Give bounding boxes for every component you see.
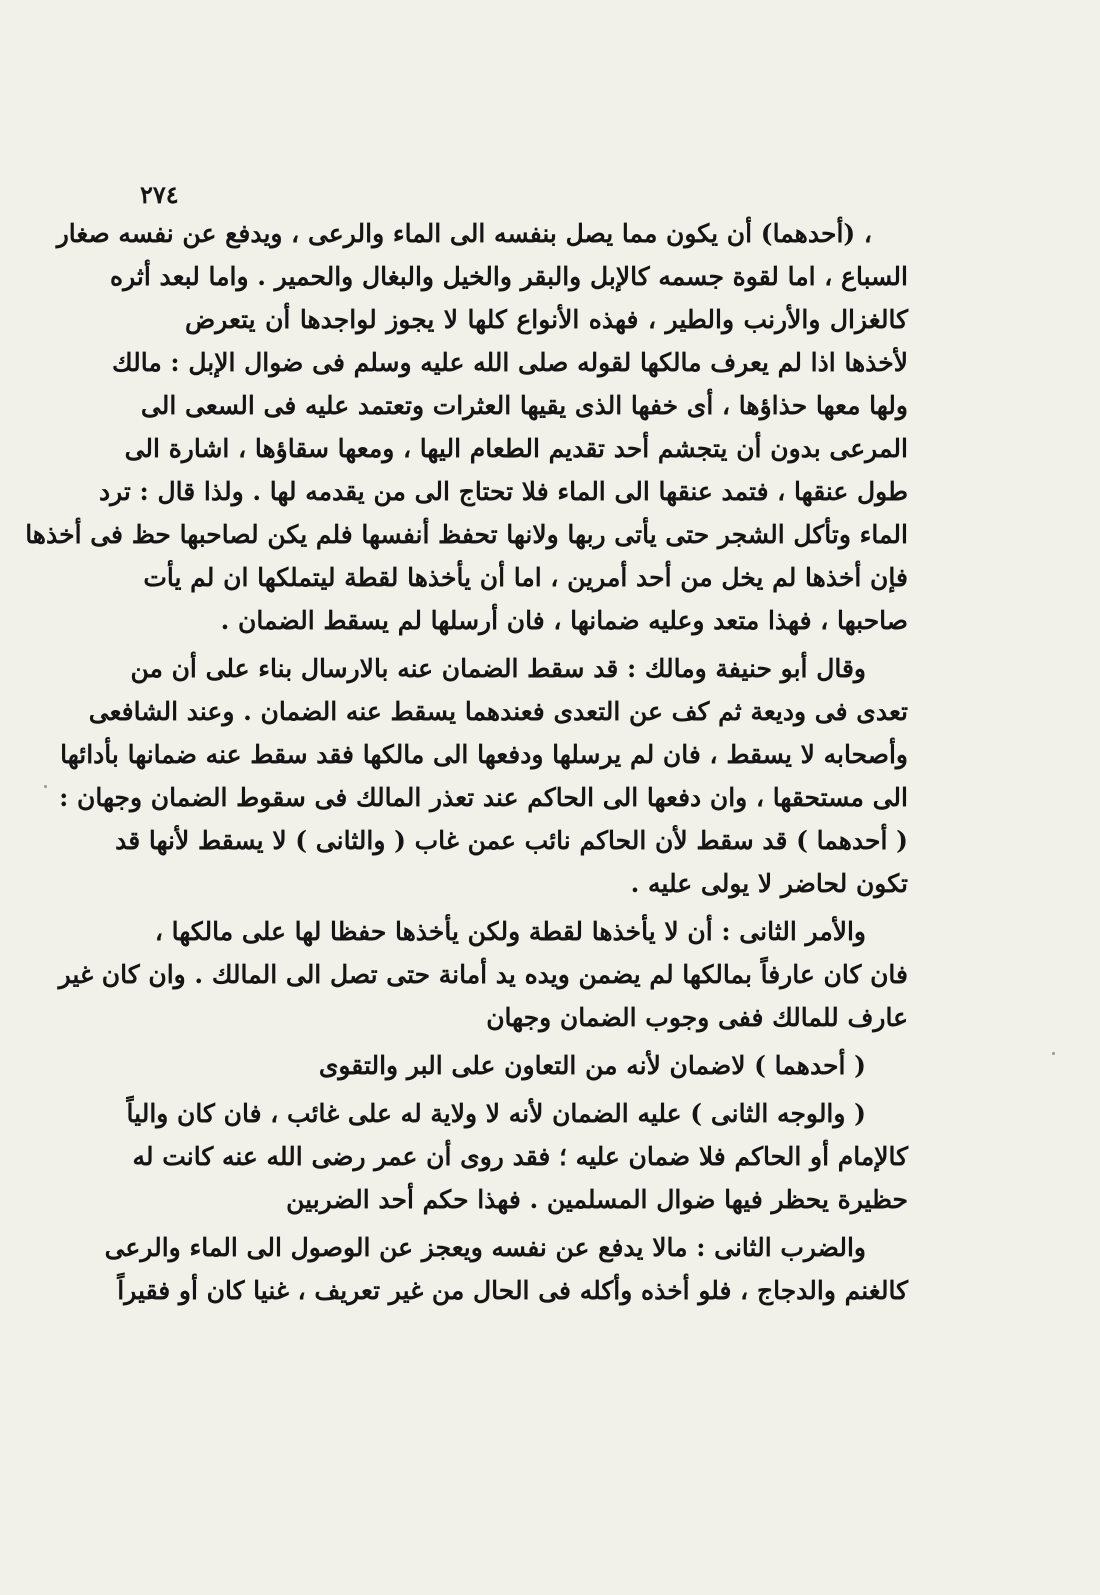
text-line: كالغنم والدجاج ، فلو أخذه وأكله فى الحال من غير تعريف ، غنيا كان أو فقيراً	[117, 1276, 908, 1305]
text-line: عارف للمالك ففى وجوب الضمان وجهان	[486, 1003, 908, 1032]
paper-speck	[44, 785, 47, 788]
text-line: لأخذها اذا لم يعرف مالكها لقوله صلى الله عليه وسلم فى ضوال الإبل : مالك	[112, 348, 908, 377]
text-line: كالإمام أو الحاكم فلا ضمان عليه ؛ فقد روى أن عمر رضى الله عنه كانت له	[132, 1142, 908, 1171]
text-line: ولها معها حذاؤها ، أى خفها الذى يقيها العثرات وتعتمد عليه فى السعى الى	[140, 391, 908, 420]
text-line: فإن أخذها لم يخل من أحد أمرين ، اما أن يأخذها لقطة ليتملكها ان لم يأت	[143, 563, 908, 592]
text-line: ، (أحدهما) أن يكون مما يصل بنفسه الى الماء والرعى ، ويدفع عن نفسه صغار	[56, 219, 872, 248]
paragraph-6	[104, 1226, 908, 1312]
text-line: تعدى فى وديعة ثم كف عن التعدى فعندهما يسقط عنه الضمان . وعند الشافعى	[88, 697, 908, 726]
text-line: ( أحدهما ) قد سقط لأن الحاكم نائب عمن غاب ( والثانى ) لا يسقط لأنها قد	[115, 826, 908, 855]
text-line: فان كان عارفاً بمالكها لم يضمن ويده يد أمانة حتى تصل الى المالك . وان كان غير	[58, 960, 908, 989]
text-line: الى مستحقها ، وان دفعها الى الحاكم عند تعذر المالك فى سقوط الضمان وجهان :	[59, 783, 908, 812]
text-line: المرعى بدون أن يتجشم أحد تقديم الطعام اليها ، ومعها سقاؤها ، اشارة الى	[124, 434, 908, 463]
paragraph-3	[58, 910, 908, 1039]
text-line: والأمر الثانى : أن لا يأخذها لقطة ولكن يأخذها حفظا لها على مالكها ،	[154, 917, 866, 946]
text-line: وأصحابه لا يسقط ، فان لم يرسلها ودفعها الى مالكها فقد سقط عنه ضمانها بأدائها	[60, 740, 908, 769]
text-line: صاحبها ، فهذا متعد وعليه ضمانها ، فان أرسلها لم يسقط الضمان .	[220, 606, 908, 635]
text-line: السباع ، اما لقوة جسمه كالإبل والبقر والخيل والبغال والحمير . واما لبعد أثره	[110, 262, 908, 291]
text-line: تكون لحاضر لا يولى عليه .	[630, 869, 908, 898]
paragraph-5	[126, 1092, 908, 1221]
page-number: ٢٧٤	[140, 180, 179, 209]
paragraph-4	[185, 1044, 908, 1087]
text-line: وقال أبو حنيفة ومالك : قد سقط الضمان عنه بالارسال بناء على أن من	[130, 654, 866, 683]
body-text	[25, 212, 908, 1317]
paragraph-2	[59, 647, 908, 905]
text-line: طول عنقها ، فتمد عنقها الى الماء فلا تحتاج الى من يقدمه لها . ولذا قال : ترد	[98, 477, 908, 506]
text-line: ( والوجه الثانى ) عليه الضمان لأنه لا ولاية له على غائب ، فان كان والياً	[126, 1099, 866, 1128]
paragraph-1	[25, 212, 908, 642]
text-line: ( أحدهما ) لاضمان لأنه من التعاون على البر والتقوى	[318, 1051, 866, 1080]
text-line: كالغزال والأرنب والطير ، فهذه الأنواع كلها لا يجوز لواجدها أن يتعرض	[185, 305, 908, 334]
text-line: والضرب الثانى : مالا يدفع عن نفسه ويعجز عن الوصول الى الماء والرعى	[104, 1233, 866, 1262]
paper-speck	[1052, 1052, 1055, 1055]
text-line: الماء وتأكل الشجر حتى يأتى ربها ولانها تحفظ أنفسها فلم يكن لصاحبها حظ فى أخذها	[25, 520, 908, 549]
text-line: حظيرة يحظر فيها ضوال المسلمين . فهذا حكم أحد الضربين	[286, 1185, 908, 1214]
